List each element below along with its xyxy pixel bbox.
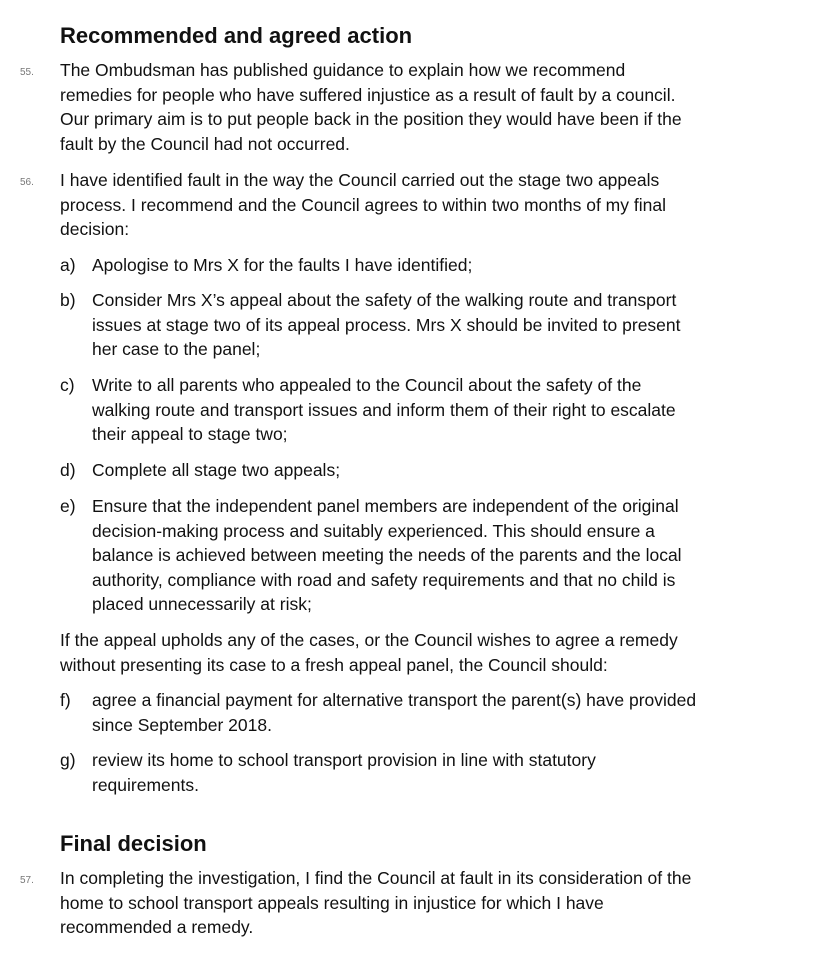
list-item-label-f: f): [60, 690, 71, 710]
list-item-line: Apologise to Mrs X for the faults I have identified;: [92, 255, 473, 275]
list-item-line: placed unnecessarily at risk;: [92, 594, 312, 614]
list-item-line: Ensure that the independent panel members are independent of the original: [92, 496, 679, 516]
paragraph-line: If the appeal upholds any of the cases, or the Council wishes to agree a remedy: [60, 630, 678, 650]
list-item-line: decision-making process and suitably experienced. This should ensure a: [92, 520, 655, 541]
paragraph-line: recommended a remedy.: [60, 917, 254, 937]
conditional-paragraph: [60, 628, 678, 677]
paragraph-line: fault by the Council had not occurred.: [60, 133, 350, 154]
paragraph-line: I have identified fault in the way the Council carried out the stage two appeals: [60, 170, 660, 190]
paragraph-line: without presenting its case to a fresh appeal panel, the Council should:: [60, 654, 608, 675]
paragraph-line: remedies for people who have suffered injustice as a result of fault by a council.: [60, 84, 676, 105]
list-item-label-e: e): [60, 496, 76, 516]
list-item-line: issues at stage two of its appeal process. Mrs X should be invited to present: [92, 314, 681, 335]
list-item-f: [92, 688, 696, 737]
list-item-line: review its home to school transport provision in line with statutory: [92, 750, 596, 770]
list-item-a: [92, 253, 472, 278]
paragraph-number-57: 57.: [20, 875, 34, 886]
list-item-g: [92, 748, 596, 797]
list-item-b: [92, 288, 681, 362]
paragraph-57: [60, 866, 691, 940]
list-item-label-g: g): [60, 750, 76, 770]
paragraph-number-56: 56.: [20, 177, 34, 188]
paragraph-line: decision:: [60, 219, 130, 239]
list-item-label-b: b): [60, 290, 76, 310]
list-item-c: [92, 373, 676, 447]
list-item-line: balance is achieved between meeting the needs of the parents and the local: [92, 545, 682, 565]
paragraph-56: [60, 168, 666, 242]
list-item-line: requirements.: [92, 774, 199, 795]
list-item-line: her case to the panel;: [92, 339, 261, 359]
list-item-line: walking route and transport issues and inform them of their right to escalate: [92, 399, 676, 420]
list-item-line: authority, compliance with road and safety requirements and that no child is: [92, 569, 676, 590]
list-item-label-d: d): [60, 460, 76, 480]
paragraph-line: Our primary aim is to put people back in the position they would have been if the: [60, 109, 682, 129]
list-item-label-c: c): [60, 375, 75, 395]
paragraph-line: process. I recommend and the Council agrees to within two months of my final: [60, 194, 666, 215]
paragraph-line: In completing the investigation, I find the Council at fault in its consideration of the: [60, 868, 692, 888]
paragraph-line: home to school transport appeals resulting in injustice for which I have: [60, 892, 604, 913]
section-heading-final-decision: Final decision: [60, 831, 207, 856]
list-item-line: Write to all parents who appealed to the Council about the safety of the: [92, 375, 642, 395]
paragraph-number-55: 55.: [20, 67, 34, 78]
list-item-line: since September 2018.: [92, 714, 272, 735]
paragraph-55: [60, 58, 682, 156]
list-item-e: [92, 494, 682, 617]
list-item-line: Complete all stage two appeals;: [92, 460, 341, 480]
list-item-label-a: a): [60, 255, 76, 275]
list-item-line: agree a financial payment for alternative transport the parent(s) have provided: [92, 690, 697, 710]
list-item-d: [92, 458, 340, 483]
list-item-line: Consider Mrs X’s appeal about the safety of the walking route and transport: [92, 290, 677, 310]
section-heading-recommended-action: Recommended and agreed action: [60, 23, 413, 48]
list-item-line: their appeal to stage two;: [92, 424, 288, 444]
paragraph-line: The Ombudsman has published guidance to explain how we recommend: [60, 60, 626, 80]
